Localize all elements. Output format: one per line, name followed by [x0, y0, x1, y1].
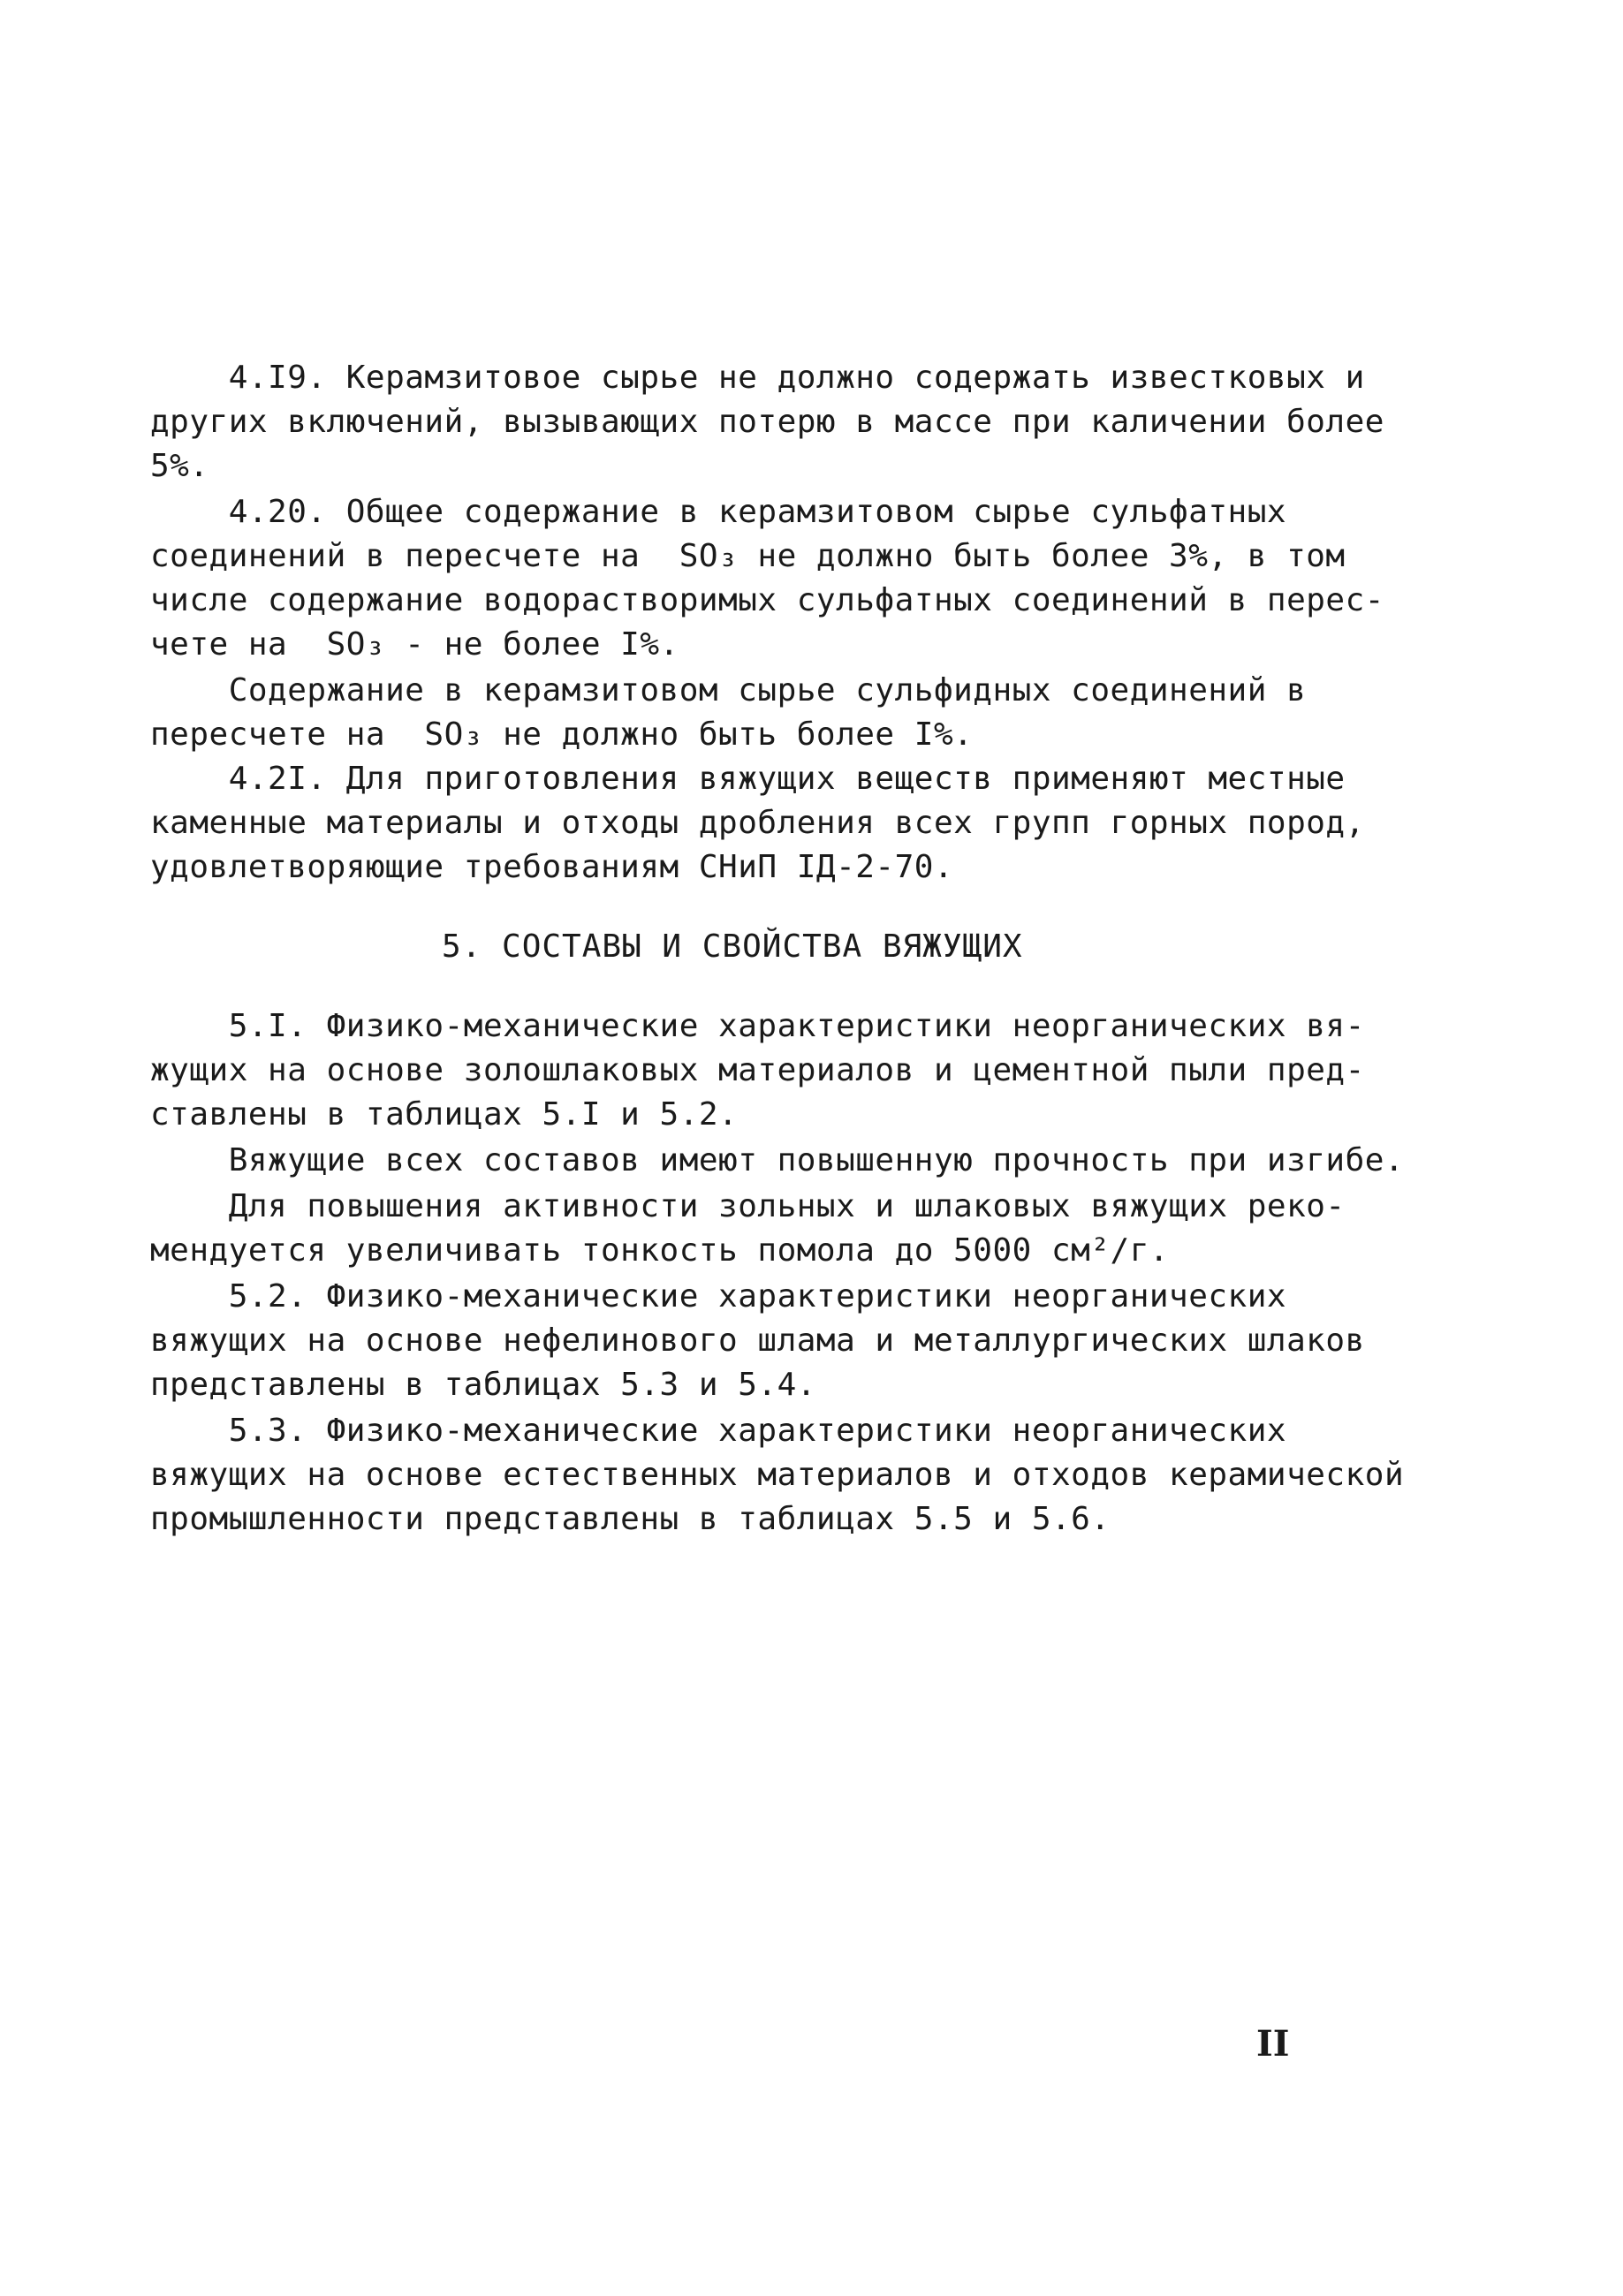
text-line: Для повышения активности зольных и шлаковых вяжущих реко- — [150, 1188, 1346, 1224]
text-line: 4.I9. Керамзитовое сырье не должно содержать известковых и — [150, 360, 1365, 396]
section-heading: 5. СОСТАВЫ И СВОЙСТВА ВЯЖУЩИХ — [442, 928, 1023, 965]
text-line: пересчете на SO₃ не должно быть более I%. — [150, 716, 974, 753]
text-line: соединений в пересчете на SO₃ не должно быть более 3%, в том — [150, 538, 1346, 574]
text-line: ставлены в таблицах 5.I и 5.2. — [150, 1096, 739, 1133]
text-line: числе содержание водорастворимых сульфатных соединений в перес- — [150, 582, 1384, 618]
text-line: 5.2. Физико-механические характеристики неорганических — [150, 1278, 1287, 1315]
text-line: 4.20. Общее содержание в керамзитовом сырье сульфатных — [150, 494, 1287, 530]
text-line: мендуется увеличивать тонкость помола до 5000 см²/г. — [150, 1232, 1170, 1269]
text-line: Вяжущие всех составов имеют повышенную прочность при изгибе. — [150, 1142, 1405, 1178]
page-number: II — [1256, 2023, 1290, 2065]
text-line: удовлетворяющие требованиям СНиП IД-2-70. — [150, 849, 954, 885]
text-line: каменные материалы и отходы дробления всех групп горных пород, — [150, 805, 1365, 841]
text-line: 5.3. Физико-механические характеристики неорганических — [150, 1413, 1287, 1449]
text-line: 5.I. Физико-механические характеристики неорганических вя- — [150, 1008, 1365, 1044]
text-line: вяжущих на основе нефелинового шлама и металлургических шлаков — [150, 1322, 1365, 1359]
text-line: представлены в таблицах 5.3 и 5.4. — [150, 1367, 816, 1403]
text-line: промышленности представлены в таблицах 5.5 и 5.6. — [150, 1501, 1111, 1537]
text-line: 5%. — [150, 448, 209, 484]
text-line: вяжущих на основе естественных материалов и отходов керамической — [150, 1457, 1405, 1493]
text-line: других включений, вызывающих потерю в массе при каличении более — [150, 404, 1384, 440]
text-line: чете на SO₃ - не более I%. — [150, 626, 679, 663]
text-line: жущих на основе золошлаковых материалов и цементной пыли пред- — [150, 1052, 1365, 1088]
text-line: 4.2I. Для приготовления вяжущих веществ применяют местные — [150, 761, 1346, 797]
text-line: Содержание в керамзитовом сырье сульфидных соединений в — [150, 672, 1307, 709]
